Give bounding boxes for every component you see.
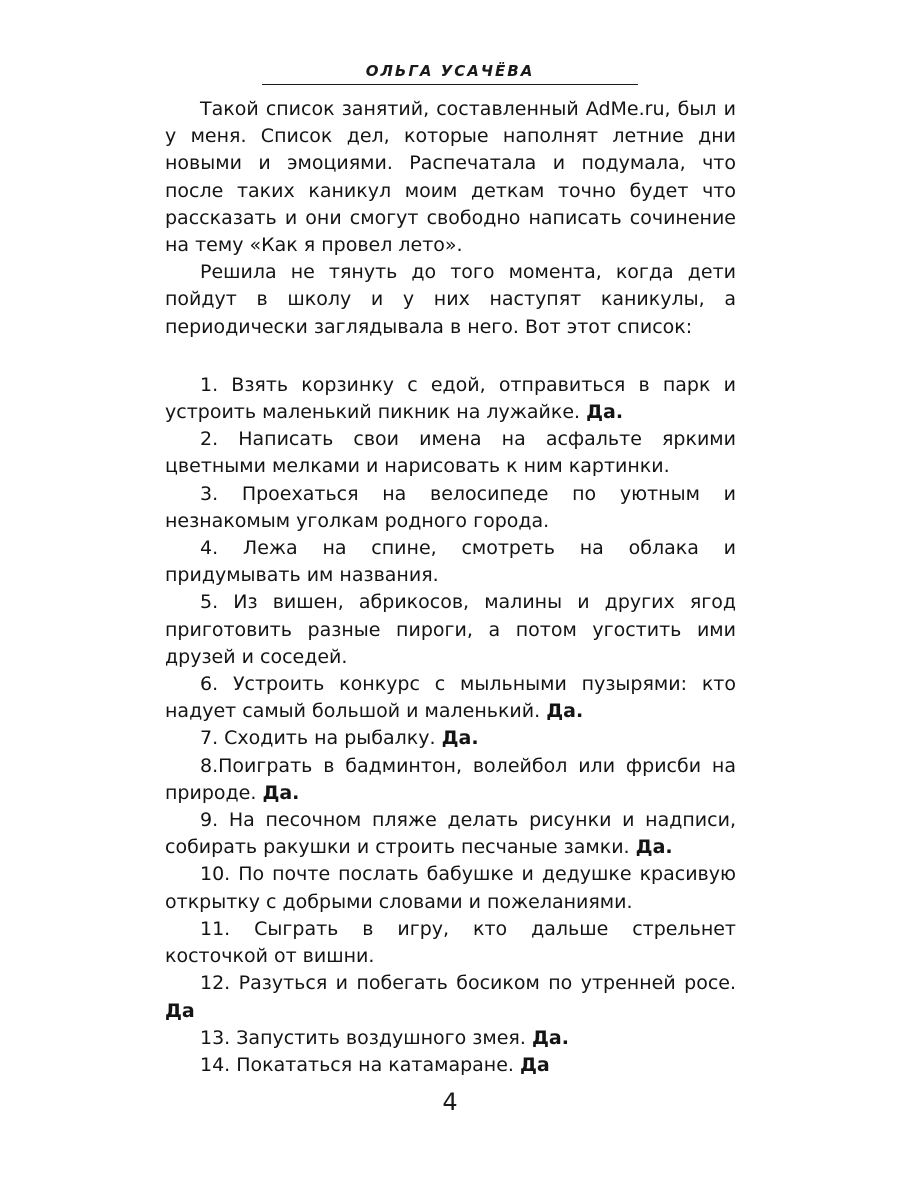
done-mark: Да. <box>262 781 300 804</box>
list-item-text: 4. Лежа на спине, смотреть на облака и придумывать им названия. <box>165 537 736 587</box>
done-mark: Да. <box>531 1026 569 1049</box>
list-item <box>165 861 736 915</box>
list-item-text: 13. Запустить воздушного змея. <box>200 1026 526 1049</box>
list-item-text: 8.Поиграть в бадминтон, волейбол или фрисби на природе. <box>165 754 736 804</box>
list-item <box>165 725 736 752</box>
list-item-text: 14. Покататься на катамаране. <box>200 1053 514 1076</box>
list-item <box>165 671 736 725</box>
done-mark: Да. <box>586 401 624 424</box>
list-item <box>165 970 736 1024</box>
body-text <box>165 96 736 1079</box>
list-item <box>165 372 736 426</box>
list-item-text: 6. Устроить конкурс с мыльными пузырями: кто надует самый большой и маленький. <box>165 673 736 723</box>
list-item <box>165 753 736 807</box>
list-item <box>165 916 736 970</box>
list-item <box>165 481 736 535</box>
list-item <box>165 807 736 861</box>
list-item-text: 10. По почте послать бабушке и дедушке красивую открытку с добрыми словами и пожеланиями. <box>165 863 736 913</box>
list-item <box>165 1025 736 1052</box>
done-mark: Да <box>520 1053 550 1076</box>
header-rule <box>262 84 638 85</box>
list-item <box>165 589 736 671</box>
list-item-text: 1. Взять корзинку с едой, отправиться в парк и устроить маленький пикник на лужайке. <box>165 373 736 424</box>
list-item <box>165 1052 736 1079</box>
done-mark: Да <box>165 999 195 1022</box>
paragraph: Решила не тянуть до того момента, когда дети пойдут в школу и у них наступят каникулы, а периодически заглядывала в него. Вот этот список: <box>165 261 736 338</box>
list-item <box>165 426 736 480</box>
done-mark: Да. <box>635 836 673 859</box>
summer-activity-list <box>165 372 736 1079</box>
list-item-text: 7. Сходить на рыбалку. <box>200 727 436 750</box>
list-item <box>165 535 736 589</box>
running-head: ОЛЬГА УСАЧЁВА <box>365 62 535 80</box>
list-item-text: 5. Из вишен, абрикосов, малины и других ягод приготовить разные пироги, а потом угостить ими друзей и соседей. <box>165 591 736 668</box>
done-mark: Да. <box>546 700 584 723</box>
list-item-text: 3. Проехаться на велосипеде по уютным и незнакомым уголкам родного города. <box>165 482 736 532</box>
paragraph: Такой список занятий, составленный AdMe.ru, был и у меня. Список дел, которые наполнят летние дни новыми и эмоциями. Распечатала и подумала, что после таких каникул моим деткам точно будет что рассказать и они смогут свободно написать сочинение на тему «Как я провел лето». <box>165 98 736 257</box>
list-item-text: 2. Написать свои имена на асфальте яркими цветными мелками и нарисовать к ним картинки. <box>165 428 736 478</box>
done-mark: Да. <box>441 727 479 750</box>
page-number: 4 <box>442 1088 458 1116</box>
list-item-text: 9. На песочном пляже делать рисунки и надписи, собирать ракушки и строить песчаные замки. <box>165 809 736 859</box>
list-item-text: 12. Разуться и побегать босиком по утренней росе. <box>200 972 736 995</box>
list-item-text: 11. Сыграть в игру, кто дальше стрельнет косточкой от вишни. <box>165 917 736 968</box>
